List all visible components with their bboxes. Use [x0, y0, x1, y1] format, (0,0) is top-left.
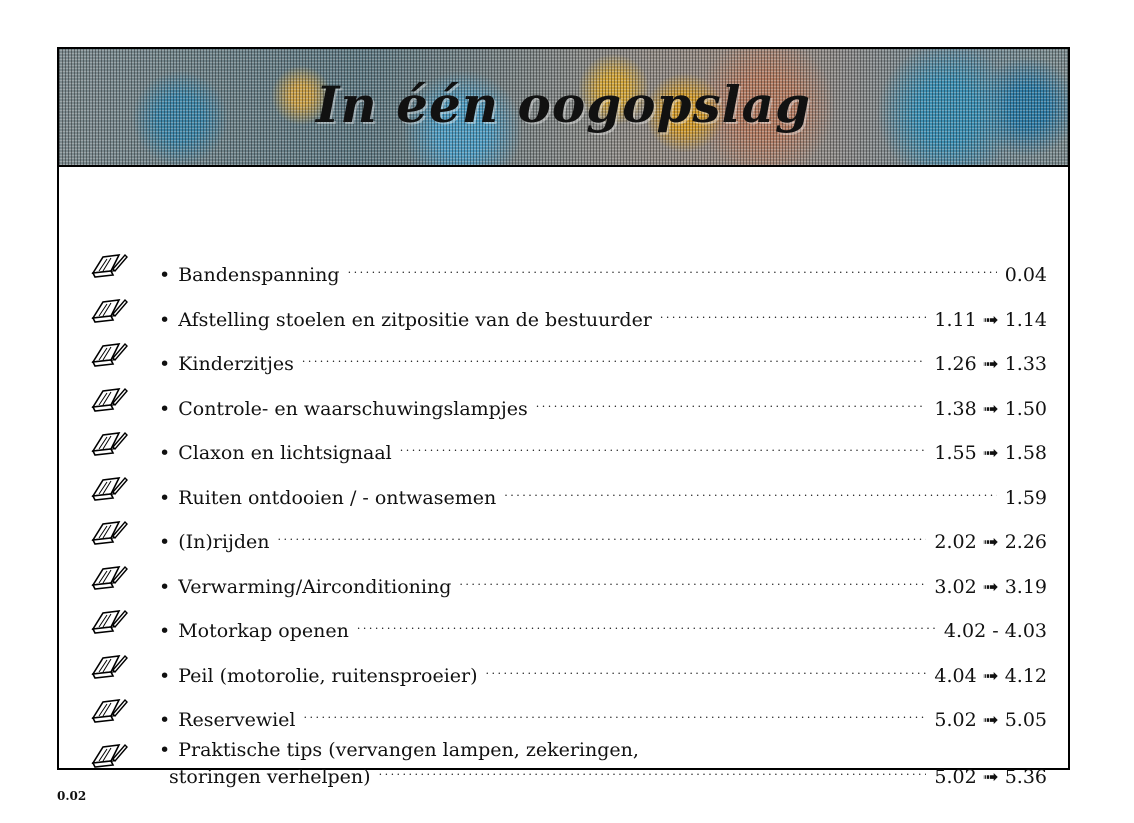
toc-entry-label: Reservewiel — [178, 709, 296, 731]
bullet: • — [159, 397, 171, 420]
toc-row — [89, 348, 1047, 388]
bullet: • — [159, 264, 171, 286]
book-pencil-icon — [89, 296, 129, 326]
book-pencil-icon — [89, 385, 129, 415]
page-reference: 5.02 ➟ 5.36 — [934, 765, 1047, 788]
toc-row — [89, 615, 1047, 655]
bullet: • — [159, 575, 171, 598]
toc-entry-label: Verwarming/Airconditioning — [178, 575, 452, 598]
bullet: • — [159, 664, 171, 687]
page-reference: 2.02 ➟ 2.26 — [934, 531, 1047, 553]
toc-row — [89, 259, 1047, 299]
toc-entry-label: Controle- en waarschuwingslampjes — [178, 397, 528, 420]
bullet: • — [159, 486, 171, 509]
toc-entry — [159, 393, 1047, 420]
dot-leader — [348, 259, 997, 281]
toc-entry — [159, 437, 1047, 464]
book-pencil-icon — [89, 518, 129, 548]
bullet: • — [159, 620, 171, 642]
toc-entry — [159, 482, 1047, 509]
title-banner — [59, 49, 1068, 167]
toc-entry — [159, 259, 1047, 286]
dot-leader — [302, 348, 927, 370]
page-reference: 1.38 ➟ 1.50 — [934, 397, 1047, 420]
toc-entry — [159, 739, 1047, 788]
bullet: • — [159, 308, 171, 331]
toc-row — [89, 482, 1047, 522]
book-pencil-icon — [89, 429, 129, 459]
book-pencil-icon — [89, 251, 129, 281]
toc-entry-label: Motorkap openen — [178, 620, 349, 642]
book-pencil-icon — [89, 340, 129, 370]
bullet: • — [159, 738, 171, 761]
toc-row — [89, 660, 1047, 700]
toc-entry-label: (In)rijden — [178, 531, 270, 553]
dot-leader — [357, 615, 936, 637]
dot-leader — [504, 482, 996, 504]
toc-entry-label: Kinderzitjes — [178, 353, 294, 375]
book-pencil-icon — [89, 652, 129, 682]
bullet: • — [159, 709, 171, 731]
book-pencil-icon — [89, 563, 129, 593]
bullet: • — [159, 531, 171, 553]
book-pencil-icon — [89, 696, 129, 726]
toc-entry — [159, 304, 1047, 331]
book-pencil-icon — [89, 607, 129, 637]
book-pencil-icon — [89, 741, 129, 771]
page-reference: 1.59 — [1004, 486, 1047, 509]
toc-row — [89, 738, 1047, 789]
toc-entry-label: Claxon en lichtsignaal — [178, 442, 392, 464]
page-reference: 4.04 ➟ 4.12 — [934, 664, 1047, 687]
page-reference: 1.11 ➟ 1.14 — [934, 308, 1047, 331]
dot-leader — [459, 571, 926, 593]
toc-entry-label-continued: storingen verhelpen) — [169, 765, 371, 788]
dot-leader — [303, 704, 926, 726]
toc-entry — [159, 571, 1047, 598]
toc-entry — [159, 348, 1047, 375]
dot-leader — [277, 526, 926, 548]
dot-leader — [486, 660, 927, 682]
content-frame — [57, 47, 1070, 788]
book-pencil-icon — [89, 474, 129, 504]
toc-row — [89, 304, 1047, 344]
toc-entry-label: Peil (motorolie, ruitensproeier) — [178, 664, 478, 687]
toc-entry — [159, 615, 1047, 642]
toc-entry-label: Praktische tips (vervangen lampen, zekeringen, — [178, 738, 639, 761]
page-reference: 3.02 ➟ 3.19 — [934, 575, 1047, 598]
toc-row — [89, 571, 1047, 611]
toc-entry-label: Afstelling stoelen en zitpositie van de bestuurder — [178, 308, 652, 331]
page-reference: 1.55 ➟ 1.58 — [934, 442, 1047, 464]
bullet: • — [159, 442, 171, 464]
toc-row — [89, 437, 1047, 477]
toc-row — [89, 393, 1047, 433]
toc-entry — [159, 526, 1047, 553]
page-reference: 1.26 ➟ 1.33 — [934, 353, 1047, 375]
page-reference: 4.02 - 4.03 — [943, 620, 1047, 642]
dot-leader — [379, 761, 927, 783]
bullet: • — [159, 353, 171, 375]
toc-entry — [159, 660, 1047, 687]
page-title: In één oogopslag — [315, 75, 811, 134]
toc-entry-label: Ruiten ontdooien / - ontwasemen — [178, 486, 497, 509]
page-number: 0.02 — [57, 789, 87, 803]
toc-row — [89, 526, 1047, 566]
page-reference: 0.04 — [1004, 264, 1047, 286]
dot-leader — [660, 304, 926, 326]
toc-entry — [159, 704, 1047, 731]
toc-entry-label: Bandenspanning — [178, 264, 340, 286]
dot-leader — [536, 393, 927, 415]
page-reference: 5.02 ➟ 5.05 — [934, 709, 1047, 731]
dot-leader — [400, 437, 927, 459]
